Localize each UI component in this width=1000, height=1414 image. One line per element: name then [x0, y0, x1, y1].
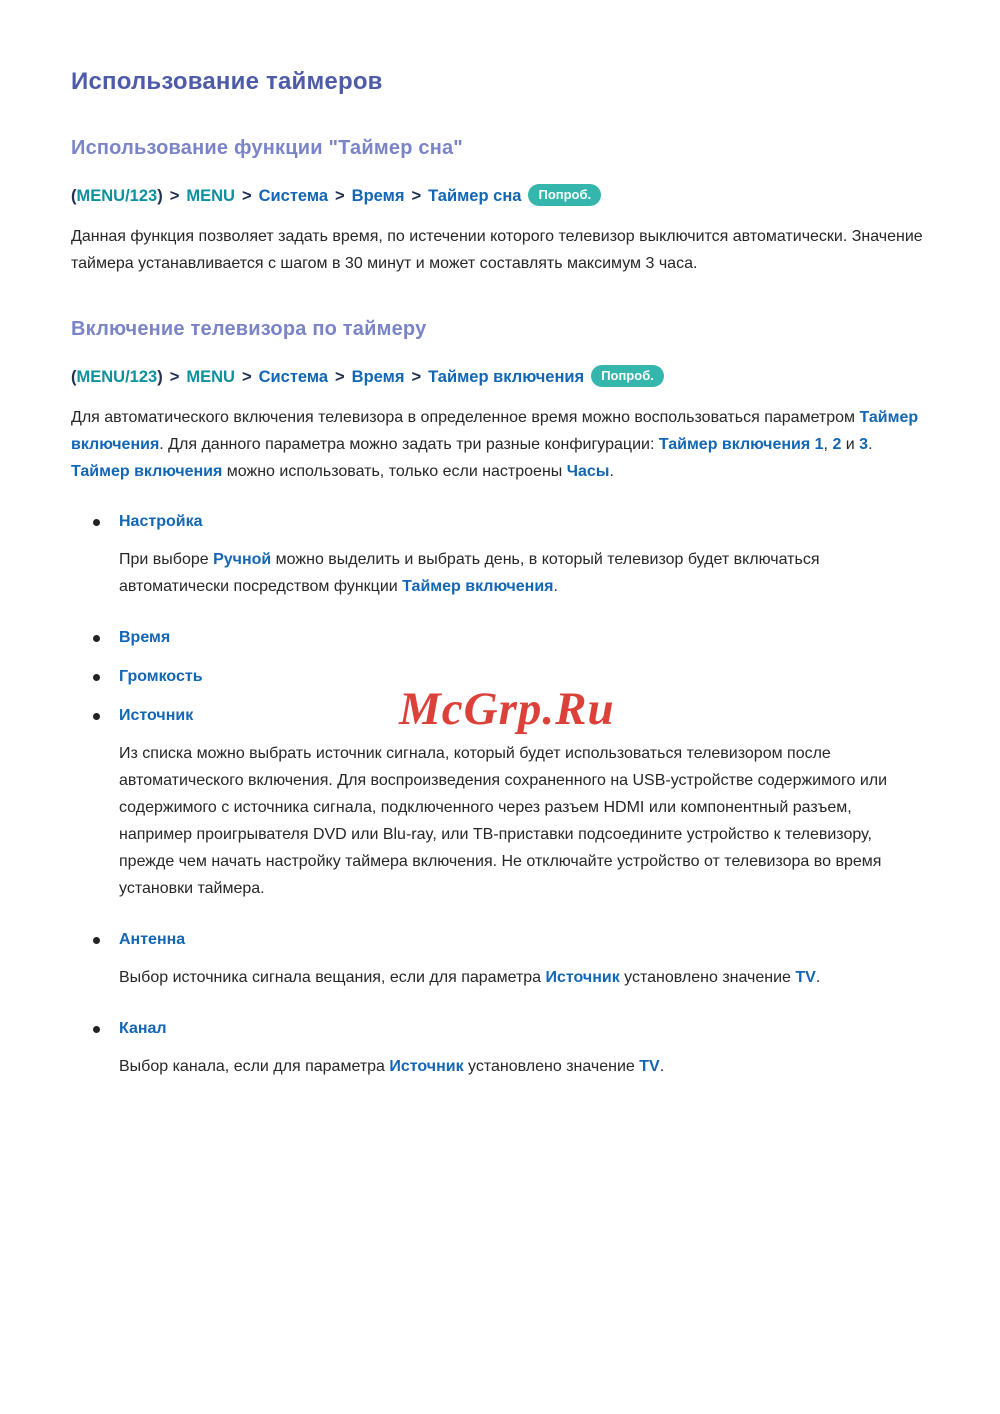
chevron-icon: >	[411, 368, 422, 386]
text-segment: ,	[823, 436, 833, 453]
text-segment: .	[815, 969, 821, 986]
option-label-volume: Громкость	[119, 668, 203, 685]
text-segment: Таймер включения	[71, 409, 919, 453]
breadcrumb-sleep-timer	[71, 183, 930, 210]
breadcrumb-on-timer	[71, 364, 930, 391]
text-segment: .	[553, 578, 558, 595]
watermark: McGrp.Ru	[399, 683, 615, 735]
text-segment: MENU/123	[76, 368, 158, 386]
option-label-setup: Настройка	[119, 513, 203, 530]
text-segment: )	[157, 368, 163, 386]
page-title: Использование таймеров	[71, 68, 383, 95]
chevron-icon: >	[241, 368, 252, 386]
list-item-time	[71, 627, 930, 649]
text-segment: Система	[258, 187, 329, 205]
option-desc-source	[119, 740, 915, 902]
option-label-channel: Канал	[119, 1020, 167, 1037]
text-segment: Источник	[389, 1058, 464, 1075]
list-item-setup	[71, 511, 930, 610]
option-label-antenna: Антенна	[119, 931, 186, 948]
bullet-icon	[93, 1026, 100, 1033]
option-label-source: Источник	[119, 707, 194, 724]
section-sleep-timer	[71, 136, 930, 277]
try-now-badge: Попроб.	[528, 184, 601, 206]
text-segment: Таймер включения	[402, 578, 554, 595]
list-item-channel	[71, 1018, 930, 1090]
list-item-source	[71, 705, 930, 912]
text-segment: .	[609, 463, 614, 480]
text-segment: .	[868, 436, 873, 453]
text-segment: TV	[639, 1058, 660, 1075]
on-timer-heading: Включение телевизора по таймеру	[71, 318, 427, 340]
chevron-icon: >	[169, 187, 180, 205]
text-segment: можно выделить и выбрать день, в который телевизор будет включаться автоматически посредством функции	[119, 551, 820, 595]
text-segment: Время	[351, 368, 405, 386]
text-segment: Выбор источника сигнала вещания, если для параметра	[119, 969, 546, 986]
text-segment: MENU/123	[76, 187, 158, 205]
bullet-icon	[93, 713, 100, 720]
option-desc-antenna	[119, 964, 915, 991]
text-segment: Таймер включения 1	[658, 436, 824, 453]
text-segment: При выборе	[119, 551, 214, 568]
option-desc-setup	[119, 546, 915, 600]
text-segment: установлено значение	[619, 969, 796, 986]
text-segment: Источник	[545, 969, 620, 986]
section-on-timer	[71, 317, 930, 1090]
text-segment: Для автоматического включения телевизора в определенное время можно воспользоваться параметром	[71, 409, 860, 426]
text-segment: )	[157, 187, 163, 205]
text-segment: MENU	[186, 368, 235, 386]
list-item-antenna	[71, 929, 930, 1001]
text-segment: Время	[351, 187, 405, 205]
text-segment: можно использовать, только если настроены	[222, 463, 567, 480]
text-segment: Система	[258, 368, 329, 386]
text-segment: Ручной	[213, 551, 272, 568]
sleep-timer-paragraph: Данная функция позволяет задать время, по истечении которого телевизор выключится автоматически. Значение таймера устанавливается с шагом в 30 минут и может составлять максимум 3 часа.	[71, 228, 923, 272]
bullet-icon	[93, 937, 100, 944]
text-segment: 3	[859, 436, 869, 453]
sleep-timer-heading: Использование функции "Таймер сна"	[71, 137, 463, 159]
text-segment: Из списка можно выбрать источник сигнала, который будет использоваться телевизором после автоматического включения. Для воспроизведения сохраненного на USB-устройстве содержимого или содержимого с источника сигнала, подключенного через разъем HDMI или компонентный разъем, например проигрывателя DVD или Blu-ray, или ТВ-приставки подсоедините устройство к телевизору, прежде чем начать настройку таймера включения. Не отключайте устройство от телевизора во время установки таймера.	[119, 745, 888, 897]
option-desc-channel	[119, 1053, 915, 1080]
bullet-icon	[93, 519, 100, 526]
text-segment: и	[841, 436, 860, 453]
text-segment: 2	[832, 436, 842, 453]
chevron-icon: >	[241, 187, 252, 205]
on-timer-intro-paragraph	[71, 404, 930, 485]
text-segment: .	[659, 1058, 665, 1075]
text-segment: Часы	[566, 463, 610, 480]
text-segment: TV	[795, 969, 816, 986]
text-segment: установлено значение	[463, 1058, 640, 1075]
option-label-time: Время	[119, 629, 171, 646]
chevron-icon: >	[169, 368, 180, 386]
on-timer-options-list	[71, 511, 930, 1090]
try-now-badge: Попроб.	[591, 365, 664, 387]
bullet-icon	[93, 635, 100, 642]
text-segment: . Для данного параметра можно задать три разные конфигурации:	[159, 436, 659, 453]
chevron-icon: >	[411, 187, 422, 205]
chevron-icon: >	[335, 187, 345, 205]
chevron-icon: >	[335, 368, 345, 386]
text-segment: Таймер сна	[428, 187, 522, 205]
text-segment: Таймер включения	[428, 368, 585, 386]
text-segment: (	[71, 187, 77, 205]
text-segment: MENU	[186, 187, 235, 205]
bullet-icon	[93, 674, 100, 681]
text-segment: (	[71, 368, 77, 386]
list-item-volume	[71, 666, 930, 688]
text-segment: Таймер включения	[71, 463, 223, 480]
text-segment: Выбор канала, если для параметра	[119, 1058, 390, 1075]
page-content	[71, 68, 930, 1090]
